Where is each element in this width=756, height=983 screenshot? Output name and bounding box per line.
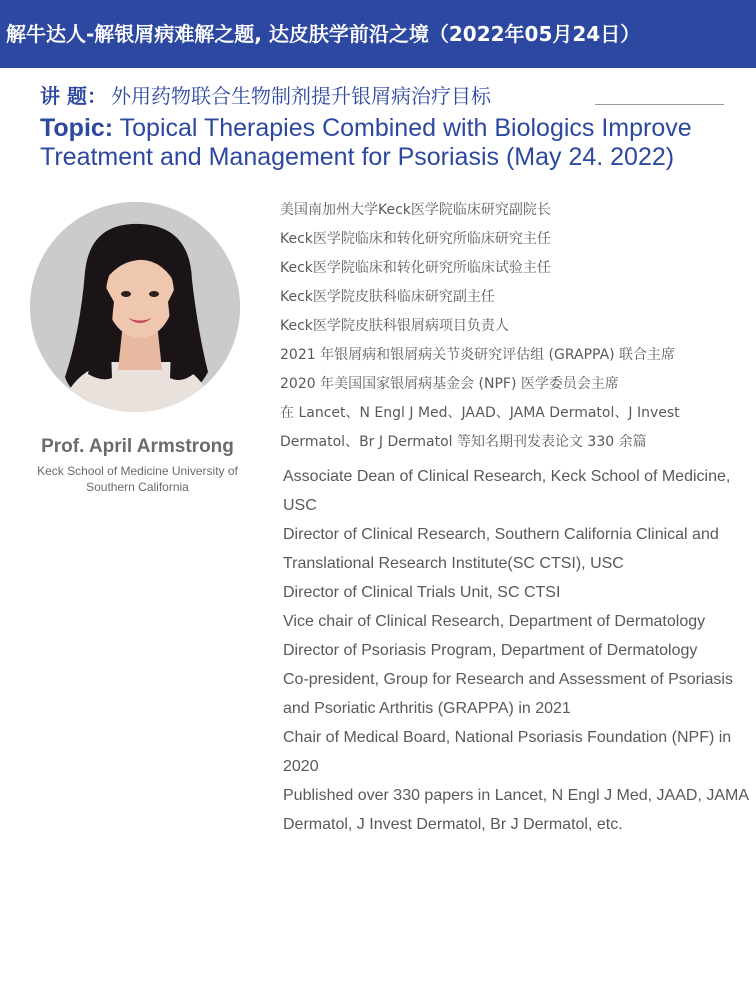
bio-zh-item: 在 Lancet、N Engl J Med、JAAD、JAMA Dermatol、J Invest Dermatol、Br J Dermatol 等知名期刊发表论文 330 余篇: [280, 405, 680, 450]
topic-zh-label: 讲 题：: [40, 84, 107, 108]
bio-en-item: Vice chair of Clinical Research, Department of Dermatology: [283, 613, 706, 630]
portrait-illustration: [30, 202, 240, 412]
bio-zh-item: Keck医学院皮肤科银屑病项目负责人: [280, 318, 509, 334]
bio-zh-item: Keck医学院临床和转化研究所临床试验主任: [280, 260, 551, 276]
bio-zh-item: 美国南加州大学Keck医学院临床研究副院长: [280, 202, 551, 218]
bio-en-item: Associate Dean of Clinical Research, Keck School of Medicine, USC: [283, 468, 731, 514]
bio-en-item: Director of Clinical Trials Unit, SC CTSI: [283, 584, 561, 601]
speaker-portrait: [30, 202, 240, 412]
topic-chinese: [40, 80, 740, 112]
bio-chinese-list: [280, 196, 756, 457]
topic-divider: [595, 104, 724, 105]
bio-zh-item: Keck医学院临床和转化研究所临床研究主任: [280, 231, 551, 247]
topic-en-label: Topic:: [40, 114, 114, 142]
bio-zh-item: 2020 年美国国家银屑病基金会 (NPF) 医学委员会主席: [280, 376, 619, 392]
event-banner: [0, 0, 756, 68]
bio-english-list: [283, 462, 753, 839]
affiliation-line-2: Southern California: [86, 480, 189, 494]
bio-en-item: Chair of Medical Board, National Psoriasis Foundation (NPF) in 2020: [283, 729, 732, 775]
bio-en-item: Published over 330 papers in Lancet, N Engl J Med, JAAD, JAMA Dermatol, J Invest Dermatol, Br J Dermatol, etc.: [283, 787, 749, 833]
speaker-affiliation: [20, 463, 255, 495]
bio-en-item: Director of Psoriasis Program, Department of Dermatology: [283, 642, 698, 659]
bio-en-item: Director of Clinical Research, Southern California Clinical and Translational Research Institute(SC CTSI), USC: [283, 526, 719, 572]
topic-zh-text: 外用药物联合生物制剂提升银屑病治疗目标: [110, 84, 491, 108]
speaker-name: Prof. April Armstrong: [41, 436, 234, 457]
bio-zh-item: 2021 年银屑病和银屑病关节炎研究评估组 (GRAPPA) 联合主席: [280, 347, 676, 363]
topic-en-text: Topical Therapies Combined with Biologics Improve Treatment and Management for Psoriasis (May 24. 2022): [40, 114, 692, 171]
bio-en-item: Co-president, Group for Research and Assessment of Psoriasis and Psoriatic Arthritis (GRAPPA) in 2021: [283, 671, 733, 717]
bio-zh-item: Keck医学院皮肤科临床研究副主任: [280, 289, 495, 305]
affiliation-line-1: Keck School of Medicine University of: [37, 464, 238, 478]
event-title: 解牛达人-解银屑病难解之题, 达皮肤学前沿之境（2022年05月24日）: [6, 22, 641, 46]
topic-english: [40, 114, 740, 172]
